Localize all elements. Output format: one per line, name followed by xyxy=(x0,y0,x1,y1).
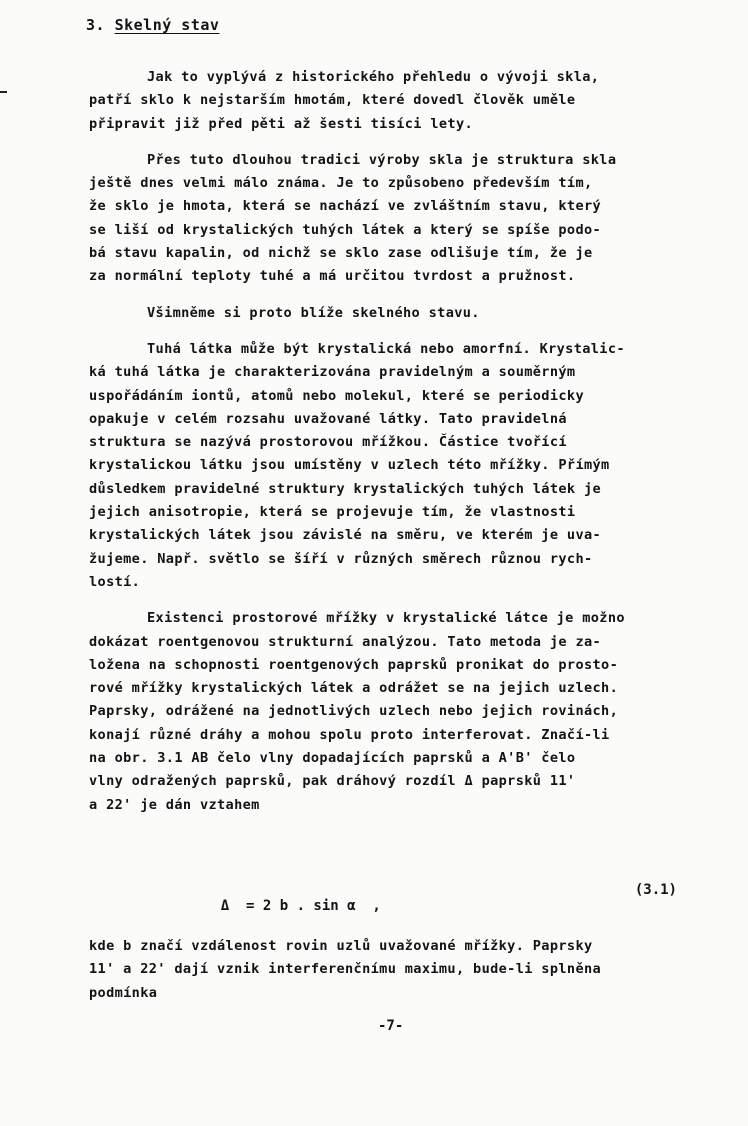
text-line: rové mřížky krystalických látek a odrážet se na jejich uzlech. xyxy=(89,680,619,697)
text-line: připravit již před pěti až šesti tisíci lety. xyxy=(89,115,474,132)
text-line: kde b značí vzdálenost rovin uzlů uvažované mřížky. Paprsky xyxy=(89,938,593,954)
text-line: za normální teploty tuhé a má určitou tvrdost a pružnost. xyxy=(89,268,576,285)
text-line: patří sklo k nejstarším hmotám, které dovedl člověk uměle xyxy=(89,92,576,109)
paragraph-4 xyxy=(89,338,709,594)
text-line: Všimněme si proto blíže skelného stavu. xyxy=(147,304,480,321)
section-number: 3. xyxy=(86,16,106,34)
equation-number: (3.1) xyxy=(634,882,677,898)
section-heading xyxy=(86,16,219,34)
text-line: krystalickou látku jsou umístěny v uzlech této mřížky. Přímým xyxy=(89,457,610,474)
text-line: krystalických látek jsou závislé na směru, ve kterém je uva- xyxy=(89,527,602,544)
text-line: lostí. xyxy=(89,573,141,590)
text-line: ká tuhá látka je charakterizována pravidelným a souměrným xyxy=(89,364,576,381)
text-line: důsledkem pravidelné struktury krystalických tuhých látek je xyxy=(89,480,602,497)
text-line: jejich anisotropie, která se projevuje tím, že vlastnosti xyxy=(89,504,576,521)
paragraph-2 xyxy=(89,149,709,289)
text-line: žujeme. Např. světlo se šíří v různých směrech různou rych- xyxy=(89,550,593,567)
margin-mark xyxy=(0,91,7,93)
text-line: na obr. 3.1 AB čelo vlny dopadajících paprsků a A'B' čelo xyxy=(89,750,576,767)
text-line: ložena na schopnosti roentgenových paprsků pronikat do prosto- xyxy=(89,656,619,673)
text-line: Tuhá látka může být krystalická nebo amorfní. Krystalic- xyxy=(147,340,625,357)
text-line: se liší od krystalických tuhých látek a který se spíše podo- xyxy=(89,221,602,238)
text-line: konají různé dráhy a mohou spolu proto interferovat. Značí-li xyxy=(89,726,610,743)
text-line: Přes tuto dlouhou tradici výroby skla je struktura skla xyxy=(147,151,617,168)
text-line: struktura se nazývá prostorovou mřížkou. Částice tvořící xyxy=(89,434,567,451)
text-line: uspořádáním iontů, atomů nebo molekul, které se periodicky xyxy=(89,387,584,404)
paragraph-1 xyxy=(89,66,709,136)
text-line: ještě dnes velmi málo známa. Je to způsobeno především tím, xyxy=(89,175,593,192)
body-text xyxy=(89,66,709,830)
text-line: vlny odražených paprsků, pak dráhový rozdíl Δ paprsků 11' xyxy=(89,773,576,790)
text-line: podmínka xyxy=(89,984,158,1001)
section-title: Skelný stav xyxy=(114,16,220,34)
paragraph-5 xyxy=(89,607,709,817)
text-line: Jak to vyplývá z historického přehledu o vývoji skla, xyxy=(147,69,600,85)
closing-paragraph xyxy=(89,935,709,1005)
text-line: opakuje v celém rozsahu uvažované látky. Tato pravidelná xyxy=(89,410,567,427)
equation-expression: Δ = 2 b . sin α , xyxy=(220,898,381,914)
text-line: Paprsky, odrážené na jednotlivých uzlech nebo jejich rovinách, xyxy=(89,703,619,720)
text-line: dokázat roentgenovou strukturní analýzou. Tato metoda je za- xyxy=(89,633,602,650)
paragraph-3 xyxy=(89,302,709,325)
text-line: bá stavu kapalin, od nichž se sklo zase odlišuje tím, že je xyxy=(89,245,593,262)
text-line: a 22' je dán vztahem xyxy=(89,796,260,813)
text-line: 11' a 22' dají vznik interferenčnímu maximu, bude-li splněna xyxy=(89,961,602,978)
text-line: že sklo je hmota, která se nachází ve zvláštním stavu, který xyxy=(89,198,602,215)
text-line: Existenci prostorové mřížky v krystalické látce je možno xyxy=(147,610,625,627)
page-number: -7- xyxy=(378,1018,404,1034)
